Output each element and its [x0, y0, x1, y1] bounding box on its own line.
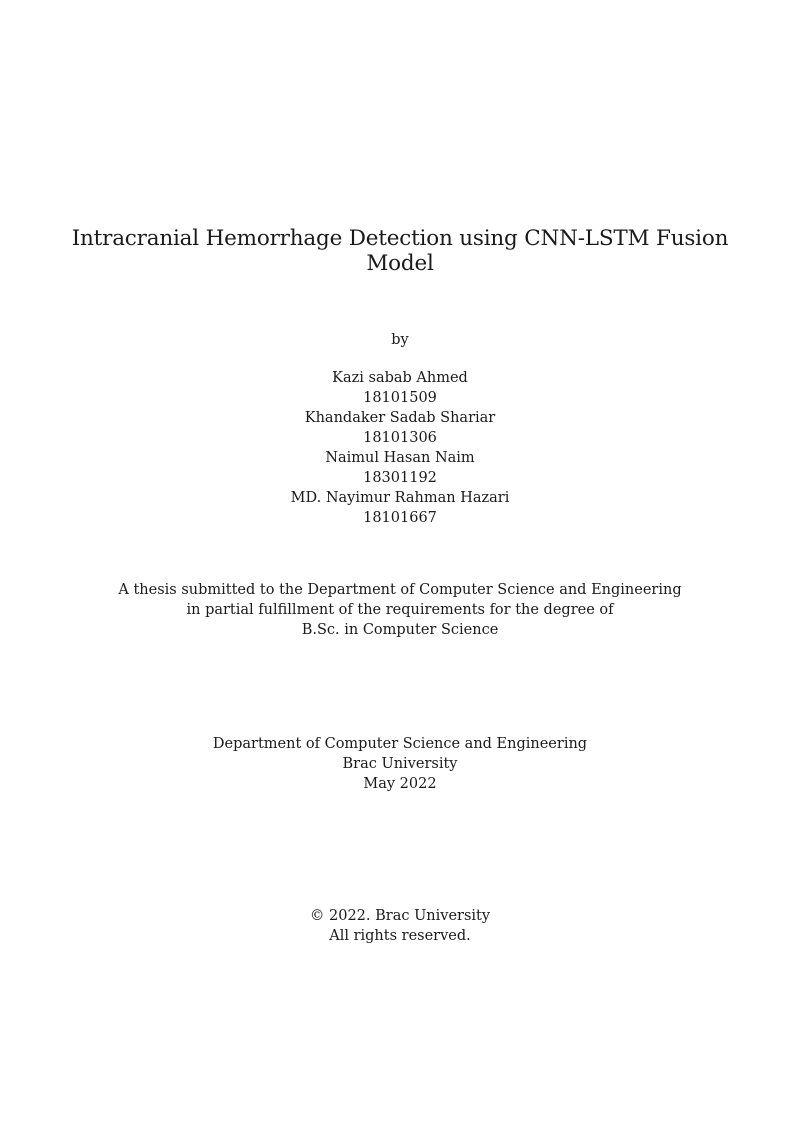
thesis-title-line-1: Intracranial Hemorrhage Detection using CNN-LSTM Fusion [71, 226, 729, 251]
author-id: 18301192 [363, 470, 437, 486]
author-name: Khandaker Sadab Shariar [304, 410, 496, 426]
by-label: by [391, 332, 409, 348]
author-list [0, 368, 800, 528]
author-id: 18101306 [363, 430, 437, 446]
author-name: Kazi sabab Ahmed [332, 370, 468, 386]
copyright-notice [0, 906, 800, 946]
author-name: Naimul Hasan Naim [325, 450, 475, 466]
statement-line-3: B.Sc. in Computer Science [301, 622, 499, 638]
thesis-statement [0, 580, 800, 640]
thesis-title [0, 226, 800, 276]
statement-line-2: in partial fulfillment of the requirements for the degree of [186, 602, 614, 618]
university-name: Brac University [342, 756, 458, 772]
statement-line-1: A thesis submitted to the Department of Computer Science and Engineering [118, 582, 682, 598]
author-name: MD. Nayimur Rahman Hazari [290, 490, 510, 506]
institution-block [0, 734, 800, 794]
author-id: 18101509 [363, 390, 437, 406]
author-id: 18101667 [363, 510, 437, 526]
copyright-line: © 2022. Brac University [309, 908, 491, 924]
department-name: Department of Computer Science and Engineering [212, 736, 588, 752]
submission-date: May 2022 [363, 776, 437, 792]
rights-reserved-line: All rights reserved. [329, 928, 471, 944]
thesis-title-line-2: Model [366, 251, 434, 276]
